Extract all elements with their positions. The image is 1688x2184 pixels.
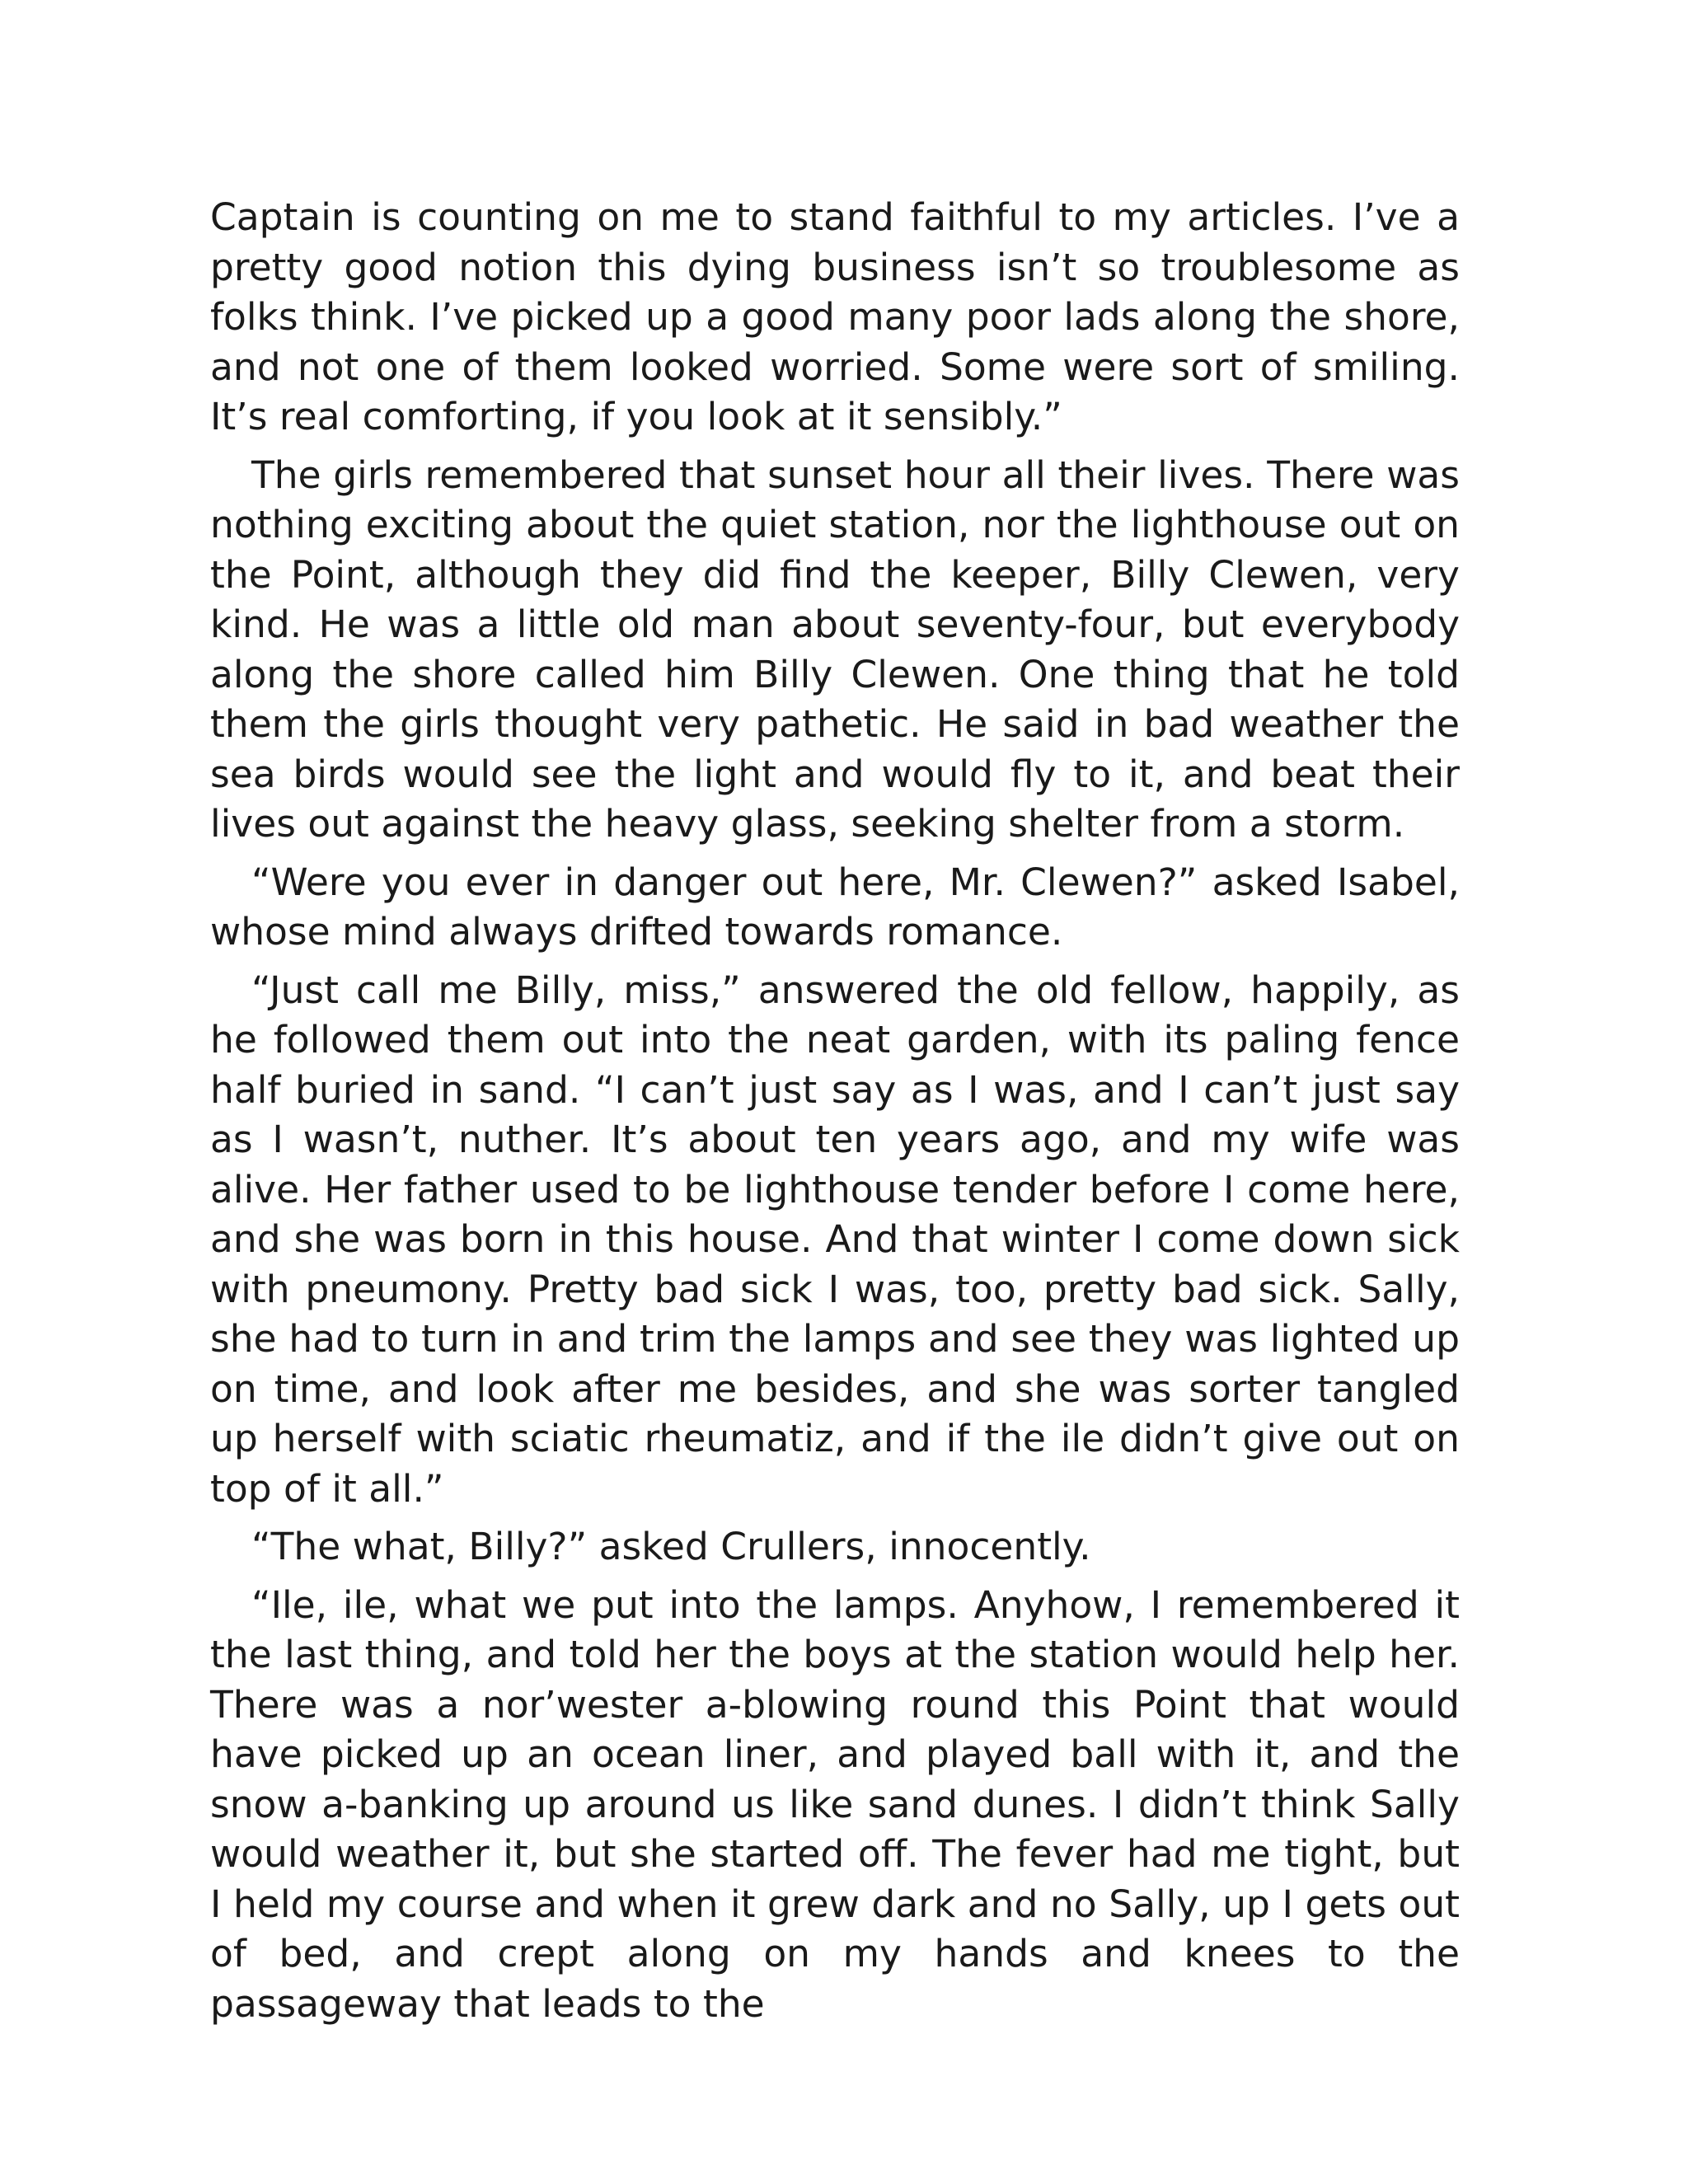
paragraph: “Were you ever in danger out here, Mr. Clewen?” asked Isabel, whose mind always drifted towards romance.: [210, 860, 1460, 954]
body-text: [210, 193, 1460, 2037]
paragraph: The girls remembered that sunset hour all their lives. There was nothing exciting about the quiet station, nor the lighthouse out on the Point, although they did find the keeper, Billy Clewen, very kind. He was a little old man about seventy-four, but everybody along the shore called him Billy Clewen. One thing that he told them the girls thought very pathetic. He said in bad weather the sea birds would see the light and would fly to it, and beat their lives out against the heavy glass, seeking shelter from a storm.: [210, 452, 1460, 846]
paragraph-continued: Captain is counting on me to stand faithful to my articles. I’ve a pretty good notion this dying business isn’t so troublesome as folks think. I’ve picked up a good many poor lads along the shore, and not one of them looked worried. Some were sort of smiling. It’s real comforting, if you look at it sensibly.”: [210, 195, 1460, 438]
paragraph-last: “Ile, ile, what we put into the lamps. Anyhow, I remembered it the last thing, and told her the boys at the station would help her. There was a nor’wester a-blowing round this Point that would have picked up an ocean liner, and played ball with it, and the snow a-banking up around us like sand dunes. I didn’t think Sally would weather it, but she started off. The fever had me tight, but I held my course and when it grew dark and no Sally, up I gets out of bed, and crept along on my hands and knees to the passageway that leads to the: [210, 1582, 1460, 2026]
paragraph: “Just call me Billy, miss,” answered the old fellow, happily, as he followed them out into the neat garden, with its paling fence half buried in sand. “I can’t just say as I was, and I can’t just say as I wasn’t, nuther. It’s about ten years ago, and my wife was alive. Her father used to be lighthouse tender before I come here, and she was born in this house. And that winter I come down sick with pneumony. Pretty bad sick I was, too, pretty bad sick. Sally, she had to turn in and trim the lamps and see they was lighted up on time, and look after me besides, and she was sorter tangled up herself with sciatic rheumatiz, and if the ile didn’t give out on top of it all.”: [210, 968, 1460, 1511]
paragraph: “The what, Billy?” asked Crullers, innocently.: [251, 1525, 1091, 1568]
